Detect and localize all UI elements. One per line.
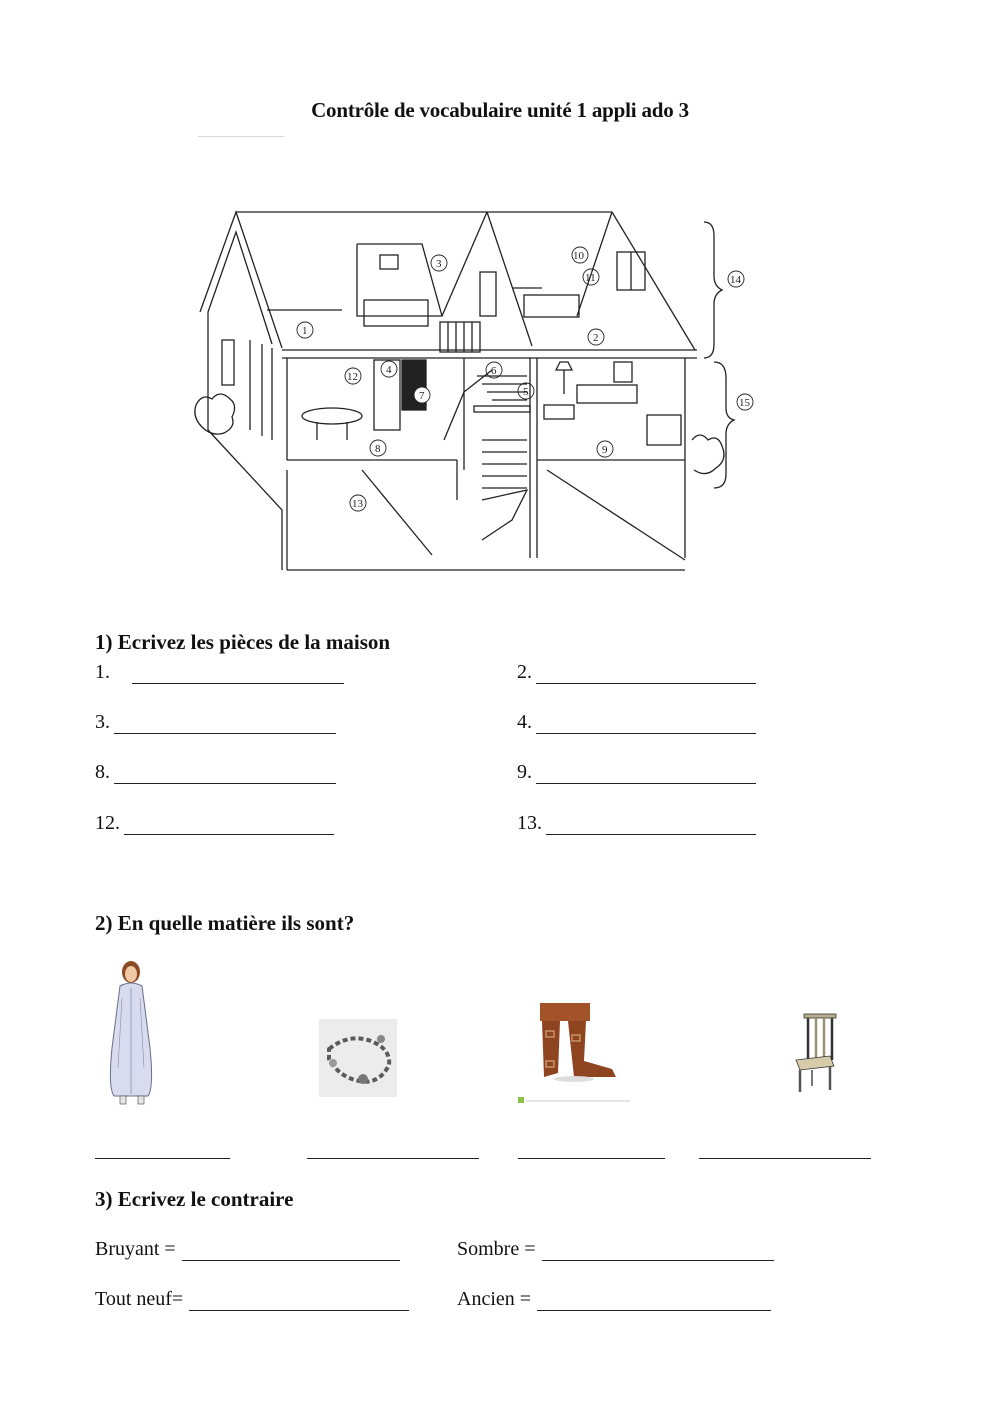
material-answer-4[interactable]	[699, 1158, 871, 1159]
item-number: 12.	[95, 812, 120, 834]
svg-text:10: 10	[573, 250, 584, 262]
answer-blank[interactable]	[124, 816, 334, 835]
section3-heading: 3) Ecrivez le contraire	[95, 1187, 294, 1211]
room-answer-12[interactable]	[95, 812, 334, 835]
material-answer-3[interactable]	[518, 1158, 665, 1159]
section2-heading: 2) En quelle matière ils sont?	[95, 911, 355, 935]
item-number: 3.	[95, 711, 110, 733]
word-label: Sombre =	[457, 1238, 536, 1260]
svg-text:1: 1	[302, 325, 308, 337]
item-number: 8.	[95, 761, 110, 783]
room-answer-8[interactable]	[95, 761, 336, 784]
boots-image	[512, 995, 637, 1107]
svg-text:4: 4	[386, 364, 392, 376]
room-answer-4[interactable]	[517, 711, 756, 734]
item-number: 13.	[517, 812, 542, 834]
svg-text:3: 3	[436, 258, 442, 270]
answer-blank[interactable]	[114, 715, 336, 734]
answer-blank[interactable]	[542, 1242, 774, 1261]
svg-text:7: 7	[419, 390, 425, 402]
room-answer-2[interactable]	[517, 661, 756, 684]
faint-rule	[198, 136, 284, 137]
opposite-sombre[interactable]	[457, 1238, 774, 1261]
chair-image	[790, 1010, 840, 1095]
material-answer-1[interactable]	[95, 1158, 230, 1159]
answer-blank[interactable]	[536, 765, 756, 784]
svg-text:14: 14	[730, 274, 741, 286]
fur-coat-image	[100, 958, 162, 1106]
house-illustration	[192, 140, 777, 610]
room-answer-9[interactable]	[517, 761, 756, 784]
page-title: Contrôle de vocabulaire unité 1 appli ado 3	[311, 98, 689, 122]
item-number: 4.	[517, 711, 532, 733]
opposite-ancien[interactable]	[457, 1288, 771, 1311]
item-number: 2.	[517, 661, 532, 683]
opposite-tout-neuf[interactable]	[95, 1288, 409, 1311]
material-answer-2[interactable]	[307, 1158, 479, 1159]
room-answer-1[interactable]	[95, 661, 344, 684]
answer-blank[interactable]	[546, 816, 756, 835]
svg-text:6: 6	[491, 365, 497, 377]
svg-text:2: 2	[593, 332, 599, 344]
answer-blank[interactable]	[536, 715, 756, 734]
answer-blank[interactable]	[182, 1242, 400, 1261]
svg-text:12: 12	[347, 371, 358, 383]
section1-heading: 1) Ecrivez les pièces de la maison	[95, 630, 391, 654]
bracelet-image	[319, 1019, 397, 1097]
room-answer-13[interactable]	[517, 812, 756, 835]
svg-text:9: 9	[602, 444, 608, 456]
answer-blank[interactable]	[537, 1292, 771, 1311]
word-label: Ancien =	[457, 1288, 532, 1310]
svg-text:11: 11	[585, 272, 596, 284]
answer-blank[interactable]	[536, 665, 756, 684]
word-label: Tout neuf=	[95, 1288, 184, 1310]
word-label: Bruyant =	[95, 1238, 176, 1260]
room-answer-3[interactable]	[95, 711, 336, 734]
item-number: 1.	[95, 661, 110, 683]
opposite-bruyant[interactable]	[95, 1238, 400, 1261]
svg-text:8: 8	[375, 443, 381, 455]
item-number: 9.	[517, 761, 532, 783]
svg-text:13: 13	[352, 498, 363, 510]
answer-blank[interactable]	[114, 765, 336, 784]
svg-text:5: 5	[523, 386, 529, 398]
answer-blank[interactable]	[132, 665, 344, 684]
answer-blank[interactable]	[189, 1292, 409, 1311]
svg-text:15: 15	[739, 397, 750, 409]
